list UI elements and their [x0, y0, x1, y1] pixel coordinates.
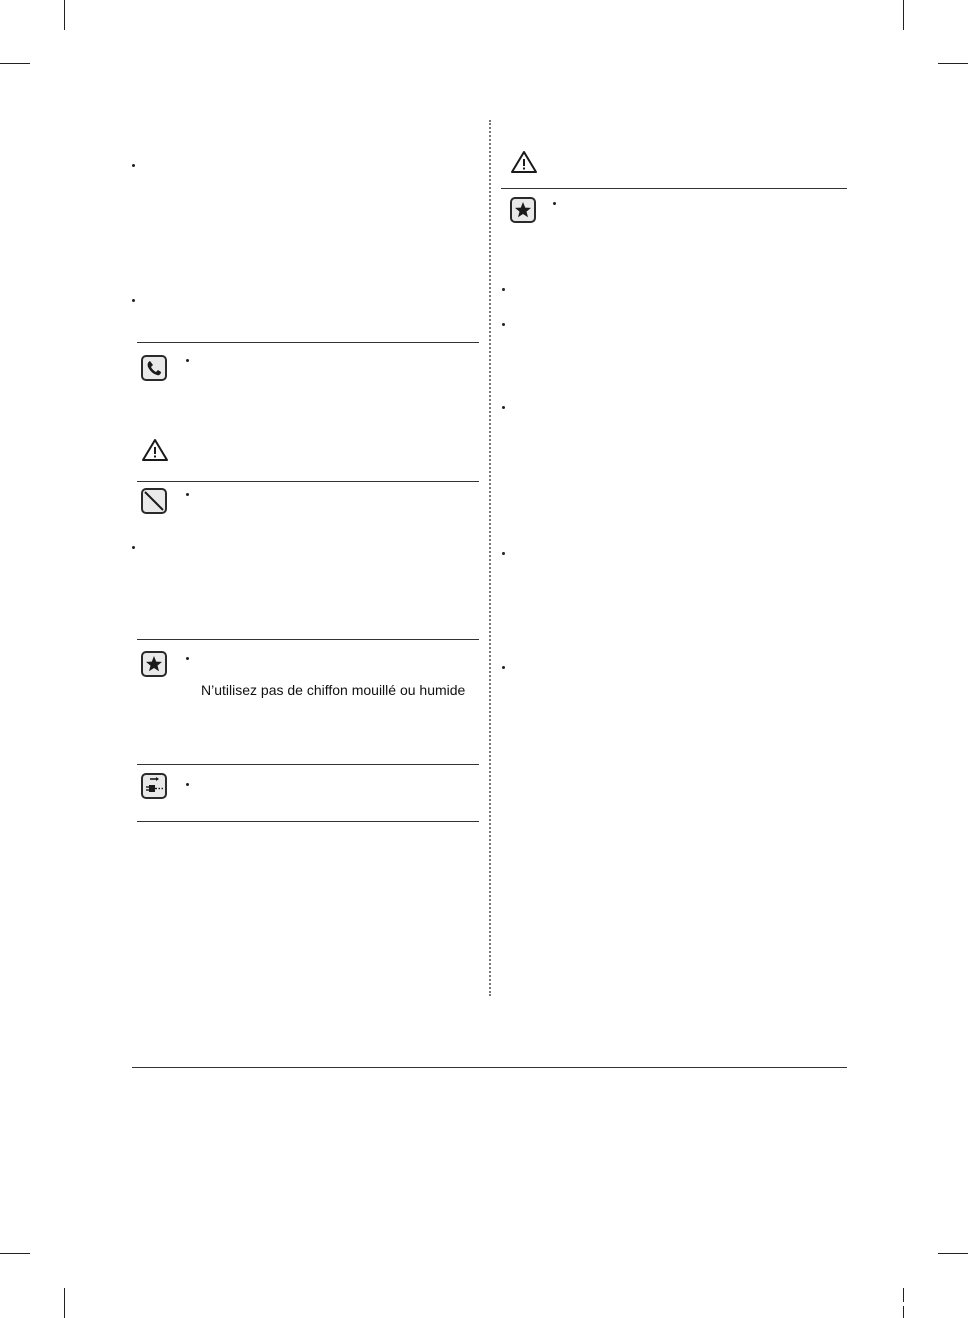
bullet-point [502, 666, 505, 669]
bullet-point [186, 493, 189, 496]
bullet-point [502, 552, 505, 555]
bullet-point [186, 359, 189, 362]
note-divider [137, 639, 479, 640]
crop-mark-top-right-v [903, 0, 904, 30]
bullet-point [132, 164, 135, 167]
bullet-point [553, 202, 556, 205]
footer-divider [132, 1067, 847, 1068]
note-divider [137, 764, 479, 765]
warning-triangle-icon [141, 438, 169, 462]
crop-mark-top-left-v [64, 0, 65, 30]
crop-mark-bottom-left-v [64, 1288, 65, 1318]
star-icon [510, 197, 536, 223]
cleaning-caution-text: N’utilisez pas de chiffon mouillé ou humide [201, 682, 466, 698]
bullet-point [186, 783, 189, 786]
crop-mark-top-right-h [938, 63, 968, 64]
column-divider [489, 120, 491, 996]
unplug-icon [141, 773, 167, 799]
warning-triangle-icon [510, 150, 538, 174]
bullet-point [186, 657, 189, 660]
note-divider [137, 821, 479, 822]
bullet-point [132, 546, 135, 549]
crop-mark-top-left-h [0, 63, 30, 64]
crop-mark-bottom-right-v [903, 1288, 904, 1302]
crop-mark-bottom-left-h [0, 1253, 30, 1254]
note-divider [501, 188, 847, 189]
note-divider [137, 481, 479, 482]
phone-icon [141, 355, 167, 381]
bullet-point [132, 299, 135, 302]
note-divider [137, 342, 479, 343]
crop-mark-bottom-right-v2 [903, 1306, 904, 1318]
star-icon [141, 651, 167, 677]
bullet-point [502, 323, 505, 326]
prohibited-icon [141, 488, 167, 514]
bullet-point [502, 406, 505, 409]
bullet-point [502, 288, 505, 291]
crop-mark-bottom-right-h [938, 1253, 968, 1254]
